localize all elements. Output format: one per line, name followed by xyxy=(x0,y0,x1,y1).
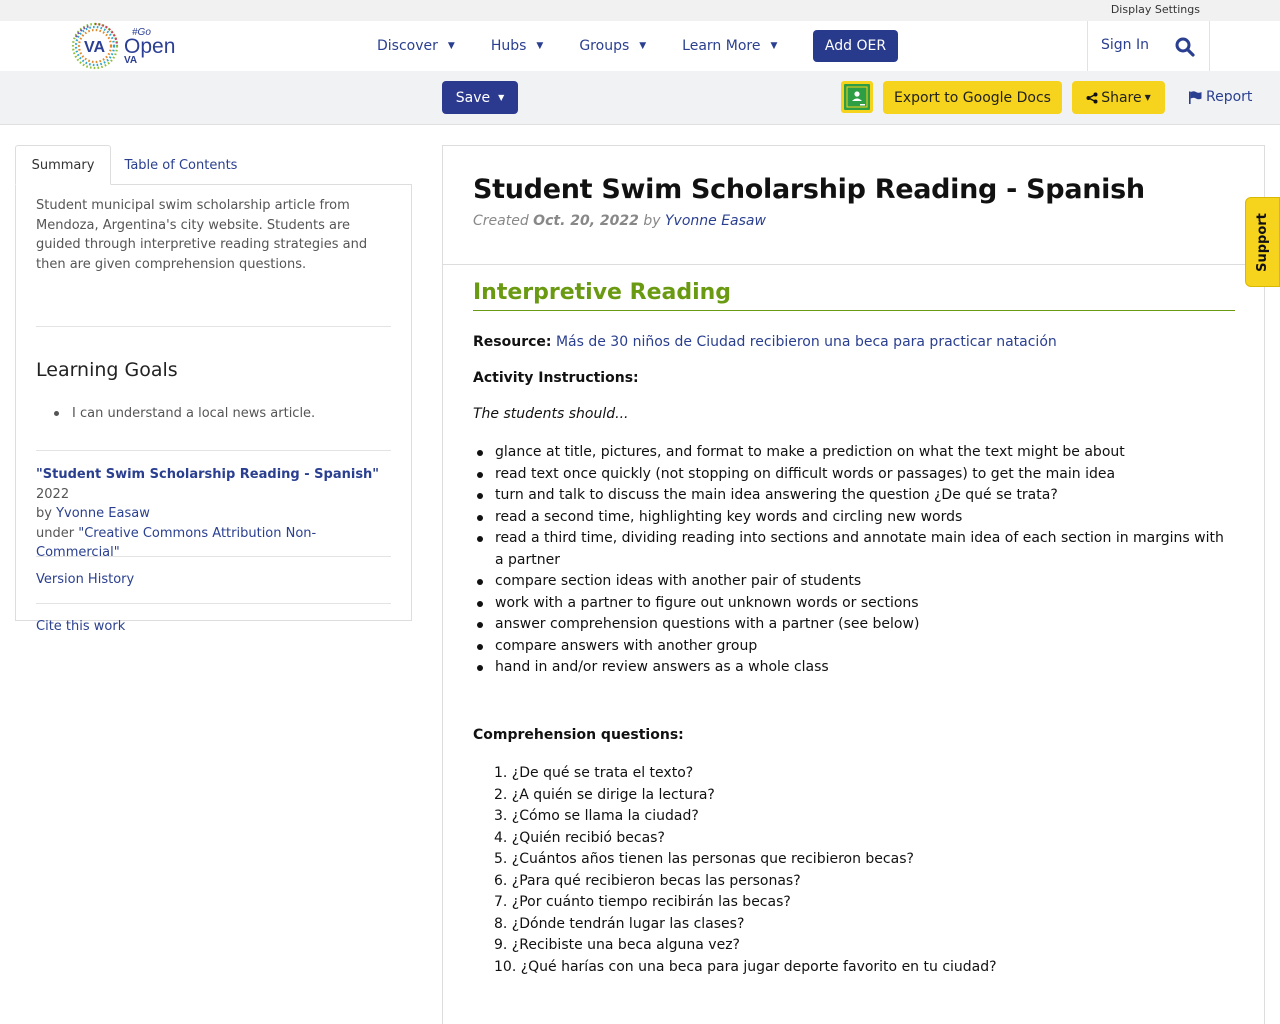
instruction-text: compare answers with another group xyxy=(495,637,758,654)
instruction-text: read text once quickly (not stopping on difficult words or passages) to get the main idea xyxy=(495,465,1116,482)
resource-toolbar xyxy=(0,71,1280,125)
author-link[interactable]: Yvonne Easaw xyxy=(664,213,766,229)
summary-panel xyxy=(15,184,412,634)
display-settings-link[interactable]: Display Settings xyxy=(1110,3,1200,16)
list-item xyxy=(495,636,1235,658)
divider xyxy=(36,556,391,557)
utility-bar xyxy=(0,0,1280,21)
list-item: 2. ¿A quién se dirige la lectura? xyxy=(494,786,715,803)
logo-va-text: VA xyxy=(84,39,106,56)
list-item xyxy=(495,507,1235,529)
bullet-icon xyxy=(477,665,483,671)
divider xyxy=(36,450,391,451)
share-icon xyxy=(1086,92,1098,104)
author-link[interactable]: Yvonne Easaw xyxy=(56,506,150,521)
tab-table-of-contents[interactable]: Table of Contents xyxy=(124,157,238,173)
nav-learn-more-label: Learn More xyxy=(682,38,761,54)
activity-heading: Activity Instructions: xyxy=(473,370,639,386)
report-link[interactable] xyxy=(1188,89,1252,105)
bullet-icon xyxy=(477,450,483,456)
instruction-text: glance at title, pictures, and format to make a prediction on what the text might be about xyxy=(495,444,1125,460)
list-item: 5. ¿Cuántos años tienen las personas que recibieron becas? xyxy=(494,851,914,867)
learning-goals-heading: Learning Goals xyxy=(36,359,178,381)
list-item: 10. ¿Qué harías con una beca para jugar deporte favorito en tu ciudad? xyxy=(494,958,997,975)
chevron-down-icon: ▼ xyxy=(536,41,544,51)
nav-groups[interactable] xyxy=(579,38,646,54)
chevron-down-icon: ▼ xyxy=(639,41,647,51)
work-year: 2022 xyxy=(36,486,70,502)
logo-go-text: #Go xyxy=(132,27,151,38)
question-list xyxy=(494,763,997,978)
instruction-text: turn and talk to discuss the main idea answering the question ¿De qué se trata? xyxy=(495,487,1058,503)
work-title-link[interactable]: "Student Swim Scholarship Reading - Spanish" xyxy=(36,467,380,482)
divider xyxy=(36,603,391,604)
list-item: 1. ¿De qué se trata el texto? xyxy=(494,765,694,781)
logo-va-sub-text: VA xyxy=(124,55,138,66)
flag-icon xyxy=(1188,91,1202,104)
list-item xyxy=(495,442,1235,464)
main-nav xyxy=(377,21,813,71)
bullet-icon xyxy=(477,536,483,542)
created-date: Oct. 20, 2022 xyxy=(533,213,639,229)
list-item xyxy=(495,485,1235,507)
list-item: 7. ¿Por cuánto tiempo recibirán las becas? xyxy=(494,894,791,910)
summary-text: Student municipal swim scholarship article from Mendoza, Argentina's city website. Students are guided through interpretive reading strategies and then are given comprehension questions. xyxy=(36,198,368,272)
bullet-icon xyxy=(477,644,483,650)
instruction-text: work with a partner to figure out unknown words or sections xyxy=(495,594,919,611)
under-prefix: under xyxy=(36,525,79,541)
save-dropdown-button[interactable] xyxy=(442,81,518,114)
instruction-text: compare section ideas with another pair of students xyxy=(495,573,862,589)
resource-label: Resource: xyxy=(473,334,552,350)
created-meta xyxy=(473,213,766,229)
instruction-text: read a second time, highlighting key words and circling new words xyxy=(495,508,963,525)
site-header xyxy=(0,21,1280,71)
by-prefix: by xyxy=(36,506,57,521)
header-account-area xyxy=(1087,21,1210,71)
nav-discover-label: Discover xyxy=(377,38,438,54)
section-heading: Interpretive Reading xyxy=(473,280,732,305)
cite-this-work-link[interactable]: Cite this work xyxy=(36,619,126,634)
page-title: Student Swim Scholarship Reading - Spanish xyxy=(473,174,1145,205)
attribution-block xyxy=(36,465,391,563)
instruction-text: hand in and/or review answers as a whole class xyxy=(495,659,829,675)
nav-hubs[interactable] xyxy=(491,38,544,54)
bullet-icon xyxy=(54,411,59,416)
created-prefix: Created xyxy=(473,213,534,229)
list-item: 8. ¿Dónde tendrán lugar las clases? xyxy=(494,915,745,932)
instruction-list xyxy=(495,442,1235,679)
share-label: Share xyxy=(1101,89,1142,106)
report-label: Report xyxy=(1206,89,1253,105)
tab-summary[interactable]: Summary xyxy=(15,145,111,185)
section-underline xyxy=(473,310,1235,311)
bullet-icon xyxy=(477,622,483,628)
goopen-va-logo[interactable] xyxy=(70,21,180,71)
instruction-text: read a third time, dividing reading into sections and annotate main idea of each section in margins with a partner xyxy=(495,530,1224,568)
list-item xyxy=(495,464,1235,486)
chevron-down-icon: ▼ xyxy=(447,41,455,51)
chevron-down-icon: ▼ xyxy=(770,41,778,51)
list-item: 9. ¿Recibiste una beca alguna vez? xyxy=(494,937,740,953)
bullet-icon xyxy=(477,601,483,607)
divider xyxy=(443,264,1264,265)
students-should-text: The students should... xyxy=(473,406,629,422)
caret-down-icon: ▼ xyxy=(1144,93,1151,102)
save-label: Save xyxy=(455,89,491,106)
sidebar-tabs xyxy=(15,145,412,185)
bullet-icon xyxy=(477,493,483,499)
logo-open-text: Open xyxy=(124,35,176,58)
support-tab[interactable] xyxy=(1245,197,1280,287)
list-item xyxy=(495,593,1235,615)
comprehension-heading: Comprehension questions: xyxy=(473,727,684,743)
bullet-icon xyxy=(477,515,483,521)
list-item xyxy=(495,528,1235,571)
instruction-text: answer comprehension questions with a partner (see below) xyxy=(495,616,920,632)
resource-content xyxy=(442,145,1265,1024)
list-item xyxy=(495,614,1235,636)
nav-hubs-label: Hubs xyxy=(490,38,527,54)
resource-line xyxy=(473,334,1057,350)
bullet-icon xyxy=(477,579,483,585)
search-icon[interactable] xyxy=(1175,37,1195,61)
resource-sidebar xyxy=(15,145,412,634)
share-dropdown-button[interactable] xyxy=(1072,81,1165,114)
learning-goals-list xyxy=(54,406,315,421)
by-text: by xyxy=(638,213,665,229)
list-item: 3. ¿Cómo se llama la ciudad? xyxy=(494,808,699,824)
support-label: Support xyxy=(1255,212,1271,272)
caret-down-icon: ▼ xyxy=(498,93,505,102)
list-item: 6. ¿Para qué recibieron becas las personas? xyxy=(494,872,801,889)
bullet-icon xyxy=(477,472,483,478)
sign-in-link[interactable]: Sign In xyxy=(1101,37,1149,53)
add-oer-button[interactable]: Add OER xyxy=(813,30,898,62)
list-item xyxy=(54,406,315,421)
google-classroom-icon[interactable] xyxy=(841,81,873,113)
nav-groups-label: Groups xyxy=(579,38,630,54)
logo-graphic xyxy=(70,21,180,71)
learning-goal-text: I can understand a local news article. xyxy=(72,406,316,421)
resource-link[interactable]: Más de 30 niños de Ciudad recibieron una beca para practicar natación xyxy=(555,334,1057,350)
export-google-docs-button[interactable]: Export to Google Docs xyxy=(883,81,1062,114)
list-item xyxy=(495,571,1235,593)
nav-learn-more[interactable] xyxy=(682,38,777,54)
license-link[interactable]: "Creative Commons Attribution Non-Commercial" xyxy=(36,525,317,560)
version-history-link[interactable]: Version History xyxy=(36,572,135,587)
list-item: 4. ¿Quién recibió becas? xyxy=(494,829,665,846)
nav-discover[interactable] xyxy=(377,38,455,54)
list-item xyxy=(495,657,1235,679)
divider xyxy=(36,326,391,327)
